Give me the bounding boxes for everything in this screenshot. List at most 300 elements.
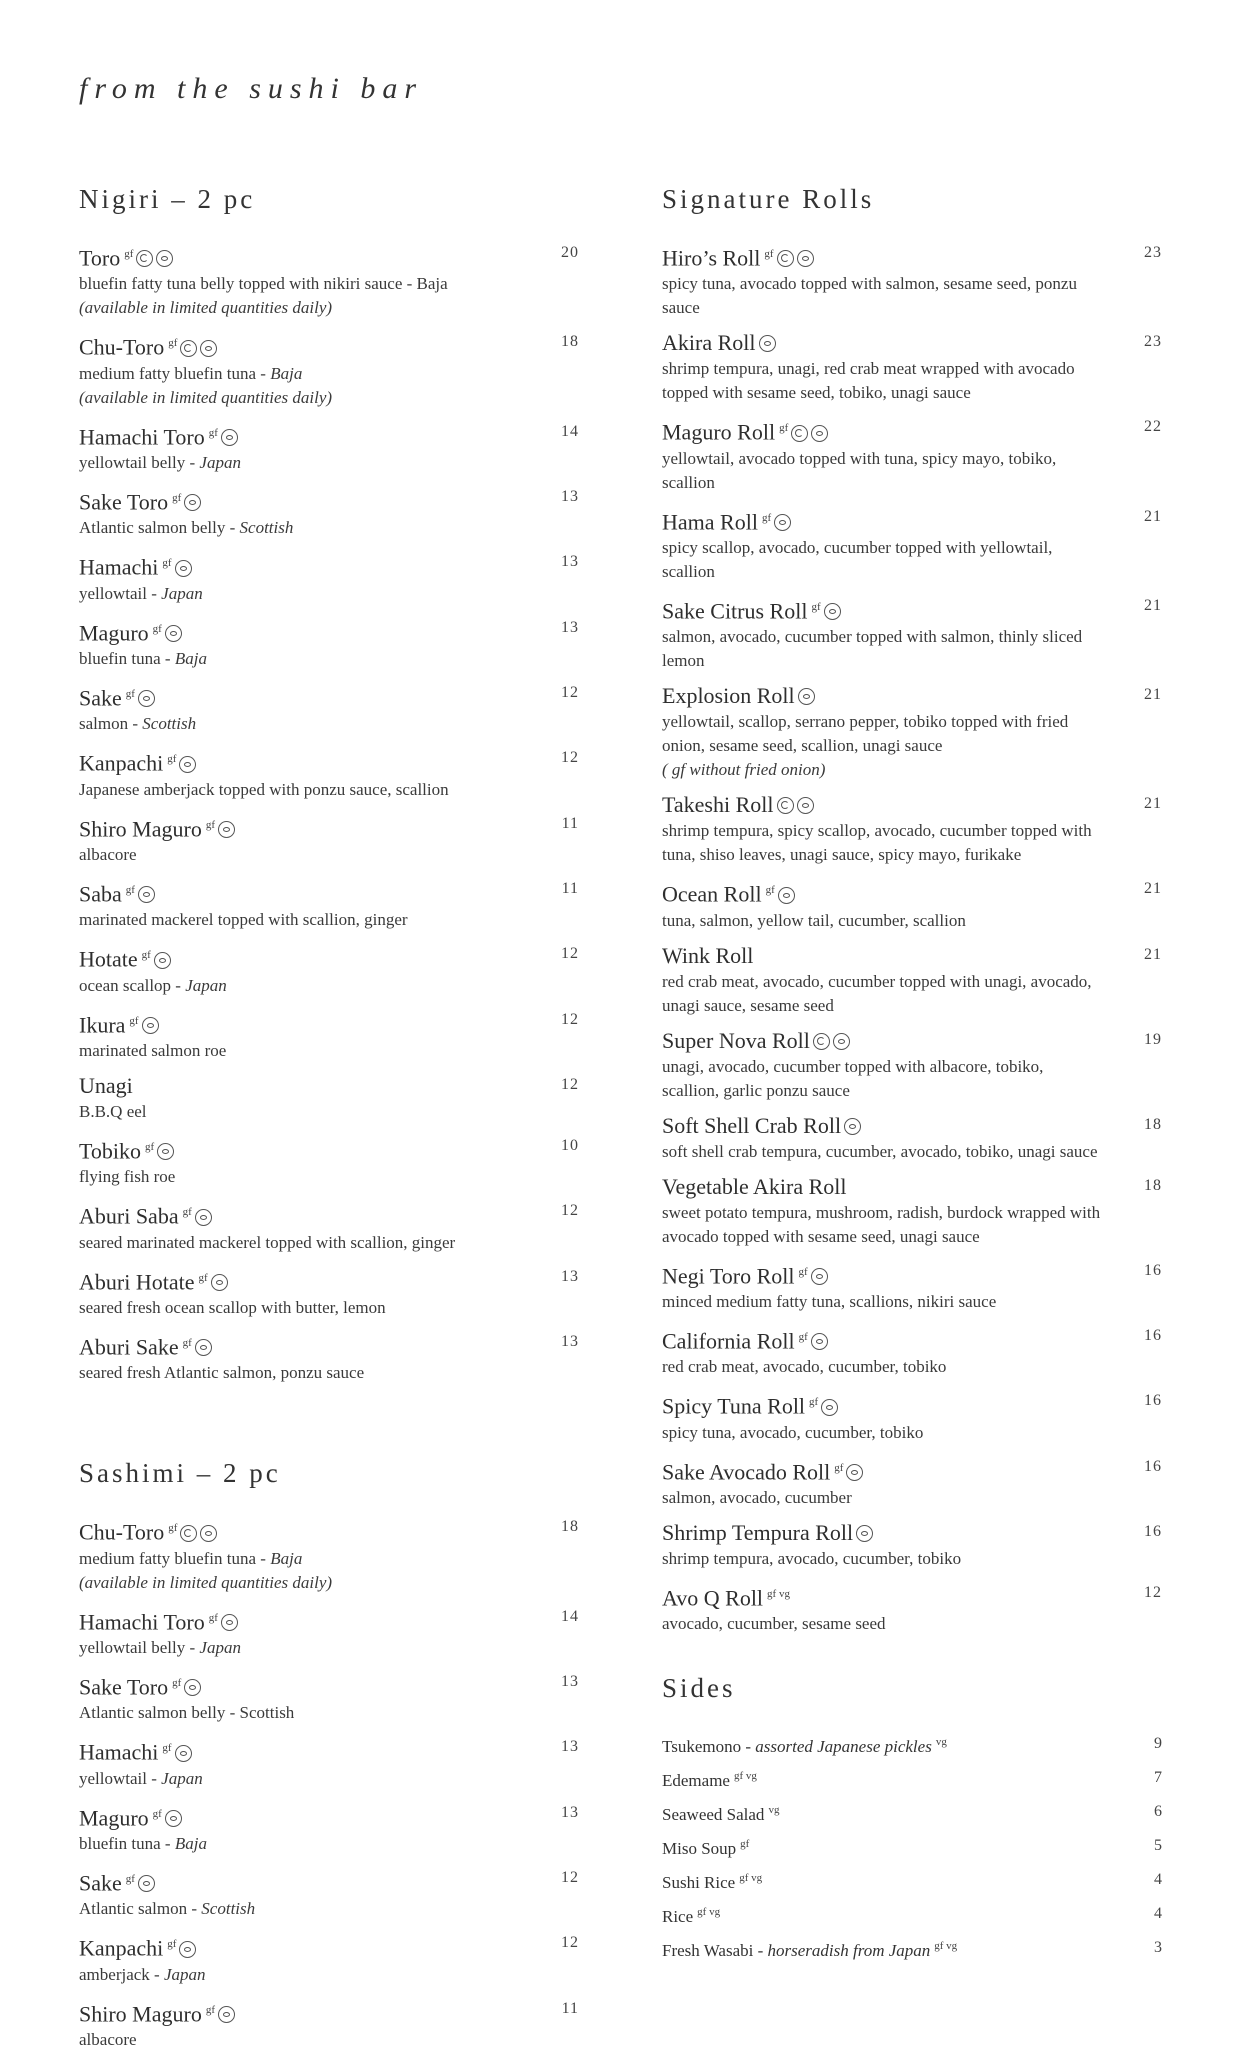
diet-tags: gf	[168, 337, 178, 350]
item-price: 14	[561, 422, 579, 440]
item-name: Shiro Maguro $^{gf}$	[79, 1996, 519, 2028]
raw-fish-icon	[811, 1268, 828, 1285]
diet-tags: gf	[765, 884, 775, 897]
item-price: 21	[1144, 507, 1162, 525]
item-origin: Japan	[163, 1964, 206, 1984]
side-item	[662, 1729, 1162, 1763]
item-price: 12	[561, 1202, 579, 1220]
raw-fish-icon	[221, 429, 238, 446]
side-item	[662, 1831, 1162, 1865]
item-description: yellowtail, avocado topped with tuna, spicy mayo, tobiko, scallion	[662, 448, 1057, 492]
item-price: 12	[561, 749, 579, 767]
raw-wave-icon	[180, 340, 197, 357]
item-origin: Japan	[199, 1637, 241, 1657]
diet-tags: gf	[779, 422, 789, 435]
page-title: from the sushi bar	[79, 72, 424, 105]
raw-fish-icon	[165, 625, 182, 642]
side-price: 4	[1154, 1905, 1162, 1923]
item-name: Wink Roll	[662, 942, 754, 968]
item-price: 13	[561, 1803, 579, 1821]
item-origin: Japan	[199, 452, 241, 472]
raw-wave-icon	[791, 425, 808, 442]
diet-tags: gf	[208, 1611, 218, 1624]
item-name: Toro $^{gf}$	[79, 240, 519, 272]
diet-tags: gf	[798, 1265, 808, 1278]
diet-tags: gf vg	[767, 1587, 790, 1600]
item-note: ( gf without fried onion)	[662, 760, 826, 780]
diet-tags: vg	[935, 1736, 947, 1749]
diet-tags: gf	[168, 1522, 178, 1535]
item-note: (available in limited quantities daily)	[79, 298, 333, 318]
raw-fish-icon	[156, 250, 173, 267]
side-price: 4	[1154, 1871, 1162, 1889]
item-price: 18	[561, 333, 579, 351]
menu-item	[79, 484, 579, 540]
item-name: Aburi Hotate $^{gf}$	[79, 1264, 519, 1296]
item-name: Hamachi Toro $^{gf}$	[79, 1604, 519, 1636]
item-description: seared fresh ocean scallop with butter, lemon	[79, 1297, 386, 1317]
raw-fish-icon	[142, 1017, 159, 1034]
menu-item	[79, 419, 579, 475]
item-name: Super Nova Roll	[662, 1027, 1102, 1055]
diet-tags: gf	[208, 426, 218, 439]
item-description: albacore	[79, 844, 137, 864]
raw-fish-icon	[824, 603, 841, 620]
menu-item	[79, 1604, 579, 1660]
item-price: 16	[1144, 1392, 1162, 1410]
item-price: 21	[1144, 945, 1162, 963]
side-price: 6	[1154, 1803, 1162, 1821]
item-price: 12	[561, 1868, 579, 1886]
item-price: 18	[561, 1518, 579, 1536]
raw-fish-icon	[798, 688, 815, 705]
diet-tags: gf vg	[934, 1940, 958, 1953]
item-price: 18	[1144, 1115, 1162, 1133]
item-description: soft shell crab tempura, cucumber, avocado, tobiko, unagi sauce	[662, 1141, 1098, 1161]
item-name: Shrimp Tempura Roll	[662, 1519, 1102, 1547]
item-description: seared marinated mackerel topped with scallion, ginger	[79, 1232, 456, 1252]
item-name: Spicy Tuna Roll $^{gf}$	[662, 1388, 1102, 1420]
raw-fish-icon	[138, 886, 155, 903]
item-description: bluefin fatty tuna belly topped with nikiri sauce - Baja (available in limited quantities daily)	[79, 272, 519, 320]
menu-item	[79, 329, 579, 409]
item-name: Hamachi $^{gf}$	[79, 549, 519, 581]
menu-item	[79, 941, 579, 997]
raw-fish-icon	[218, 2006, 235, 2023]
item-name: Akira Roll	[662, 329, 1102, 357]
menu-item	[662, 1388, 1162, 1444]
raw-fish-icon	[184, 1679, 201, 1696]
item-origin: Scottish	[239, 518, 294, 538]
item-description: medium fatty bluefin tuna - Baja (available in limited quantities daily)	[79, 362, 519, 410]
menu-item	[662, 240, 1162, 320]
diet-tags: gf	[182, 1336, 192, 1349]
raw-fish-icon	[138, 1875, 155, 1892]
diet-tags: gf	[167, 1938, 177, 1951]
item-description: albacore	[79, 2029, 137, 2049]
item-price: 12	[561, 1934, 579, 1952]
diet-tags: gf	[182, 1206, 192, 1219]
raw-fish-icon	[200, 340, 217, 357]
item-price: 13	[561, 1672, 579, 1690]
item-price: 12	[561, 945, 579, 963]
side-price: 9	[1154, 1735, 1162, 1753]
menu-item	[79, 1072, 579, 1124]
menu-item	[662, 1173, 1162, 1249]
menu-item	[79, 876, 579, 932]
menu-item	[79, 1514, 579, 1594]
diet-tags: gf	[205, 2003, 215, 2016]
item-description: B.B.Q eel	[79, 1101, 147, 1121]
raw-fish-icon	[821, 1399, 838, 1416]
item-note: (available in limited quantities daily)	[79, 1572, 333, 1592]
diet-tags: gf	[172, 1676, 182, 1689]
item-description: tuna, salmon, yellow tail, cucumber, scallion	[662, 910, 966, 930]
left-column	[79, 182, 579, 2061]
item-name: Avo Q Roll $^{gf vg}$	[662, 1585, 790, 1611]
raw-fish-icon	[759, 335, 776, 352]
side-item	[662, 1899, 1162, 1933]
nigiri-section-title: Nigiri – 2 pc	[79, 184, 256, 214]
raw-fish-icon	[844, 1118, 861, 1135]
item-price: 16	[1144, 1326, 1162, 1344]
menu-item	[79, 1133, 579, 1189]
item-name: Hamachi Toro $^{gf}$	[79, 419, 519, 451]
side-item	[662, 1865, 1162, 1899]
item-name: Chu-Toro $^{gf}$	[79, 329, 519, 361]
item-description: shrimp tempura, spicy scallop, avocado, cucumber topped with tuna, shiso leaves, unagi sauce, spicy mayo, furikake	[662, 821, 1092, 865]
menu-item	[79, 615, 579, 671]
item-description: salmon - Scottish	[79, 714, 197, 734]
diet-tags: gf	[125, 687, 135, 700]
item-name: Ikura $^{gf}$	[79, 1007, 519, 1039]
item-name: Vegetable Akira Roll	[662, 1173, 847, 1199]
raw-fish-icon	[774, 514, 791, 531]
item-name: Kanpachi $^{gf}$	[79, 745, 519, 777]
item-name: Maguro Roll $^{gf}$	[662, 414, 1102, 446]
item-description: amberjack - Japan	[79, 1964, 206, 1984]
item-price: 13	[561, 618, 579, 636]
menu-item	[79, 680, 579, 736]
item-description: Atlantic salmon - Scottish	[79, 1899, 256, 1919]
side-name: Tsukemono - assorted Japanese pickles $^{vg}$	[662, 1736, 947, 1756]
item-name: Takeshi Roll	[662, 791, 1102, 819]
diet-tags: gf	[205, 818, 215, 831]
raw-fish-icon	[157, 1143, 174, 1160]
item-name: Ocean Roll $^{gf}$	[662, 876, 1102, 908]
item-name: Hiro’s Roll $^{gf}$	[662, 240, 1102, 272]
menu-item	[662, 1027, 1162, 1103]
raw-fish-icon	[138, 690, 155, 707]
item-description: yellowtail belly - Japan	[79, 1637, 241, 1657]
item-price: 21	[1144, 686, 1162, 704]
raw-fish-icon	[811, 425, 828, 442]
item-name: Hotate $^{gf}$	[79, 941, 519, 973]
item-price: 11	[561, 1999, 579, 2017]
diet-tags: gf	[129, 1014, 139, 1027]
item-price: 13	[561, 553, 579, 571]
item-description: yellowtail - Japan	[79, 583, 203, 603]
menu-item	[662, 876, 1162, 932]
item-price: 10	[561, 1136, 579, 1154]
diet-tags: gf	[809, 1396, 819, 1409]
menu-item	[662, 791, 1162, 867]
side-item	[662, 1763, 1162, 1797]
item-price: 16	[1144, 1457, 1162, 1475]
item-price: 21	[1144, 795, 1162, 813]
raw-fish-icon	[154, 952, 171, 969]
menu-item	[79, 549, 579, 605]
menu-item	[79, 1669, 579, 1725]
diet-tags: gf	[162, 1742, 172, 1755]
menu-item	[79, 811, 579, 867]
right-column	[662, 182, 1162, 1967]
menu-item	[79, 1930, 579, 1986]
item-note: (available in limited quantities daily)	[79, 387, 333, 407]
sashimi-list	[79, 1514, 579, 2052]
item-price: 18	[1144, 1176, 1162, 1194]
raw-fish-icon	[179, 1941, 196, 1958]
item-name: Hama Roll $^{gf}$	[662, 504, 1102, 536]
item-description: spicy tuna, avocado topped with salmon, sesame seed, ponzu sauce	[662, 274, 1077, 318]
item-price: 13	[561, 1267, 579, 1285]
item-price: 12	[561, 683, 579, 701]
item-description: salmon, avocado, cucumber topped with salmon, thinly sliced lemon	[662, 627, 1083, 671]
raw-fish-icon	[811, 1333, 828, 1350]
item-price: 11	[561, 879, 579, 897]
raw-fish-icon	[221, 1614, 238, 1631]
diet-tags: gf vg	[733, 1770, 757, 1783]
item-description: spicy scallop, avocado, cucumber topped with yellowtail, scallion	[662, 537, 1053, 581]
diet-tags: gf	[798, 1330, 808, 1343]
item-description: flying fish roe	[79, 1167, 176, 1187]
item-price: 13	[561, 1332, 579, 1350]
menu-item	[662, 942, 1162, 1018]
diet-tags: gf	[834, 1461, 844, 1474]
menu-item	[662, 1323, 1162, 1379]
item-origin: Baja	[270, 1548, 303, 1568]
diet-tags: gf	[145, 1140, 155, 1153]
menu-item	[79, 1264, 579, 1320]
item-description: minced medium fatty tuna, scallions, nikiri sauce	[662, 1291, 997, 1311]
item-description: medium fatty bluefin tuna - Baja (available in limited quantities daily)	[79, 1547, 519, 1595]
item-price: 11	[561, 814, 579, 832]
item-description: unagi, avocado, cucumber topped with albacore, tobiko, scallion, garlic ponzu sauce	[662, 1056, 1044, 1100]
item-name: Sake $^{gf}$	[79, 680, 519, 712]
menu-item	[79, 1329, 579, 1385]
diet-tags: gf	[811, 600, 821, 613]
raw-fish-icon	[175, 1745, 192, 1762]
side-price: 5	[1154, 1837, 1162, 1855]
raw-fish-icon	[179, 756, 196, 773]
item-name: Tobiko $^{gf}$	[79, 1133, 519, 1165]
menu-item	[662, 504, 1162, 584]
diet-tags: gf	[124, 248, 134, 260]
item-price: 21	[1144, 596, 1162, 614]
sides-list	[662, 1729, 1162, 1967]
item-price: 12	[561, 1075, 579, 1093]
diet-tags: vg	[768, 1804, 780, 1817]
item-description: spicy tuna, avocado, cucumber, tobiko	[662, 1422, 924, 1442]
item-description: marinated salmon roe	[79, 1040, 227, 1060]
diet-tags: gf	[761, 511, 772, 524]
side-item	[662, 1797, 1162, 1831]
item-name: Sake Avocado Roll $^{gf}$	[662, 1454, 1102, 1486]
item-description: shrimp tempura, avocado, cucumber, tobiko	[662, 1548, 962, 1568]
side-item	[662, 1933, 1162, 1967]
raw-fish-icon	[797, 797, 814, 814]
item-name: Chu-Toro $^{gf}$	[79, 1514, 519, 1546]
item-description: yellowtail, scallop, serrano pepper, tobiko topped with fried onion, sesame seed, scallion, unagi sauce ( gf without fried onion)	[662, 710, 1102, 782]
menu-item	[662, 1258, 1162, 1314]
raw-fish-icon	[184, 494, 201, 511]
side-subtitle: horseradish from Japan	[767, 1940, 931, 1960]
raw-fish-icon	[856, 1525, 873, 1542]
item-name: Shiro Maguro $^{gf}$	[79, 811, 519, 843]
item-description: sweet potato tempura, mushroom, radish, burdock wrapped with avocado topped with sesame seed, unagi sauce	[662, 1202, 1101, 1246]
raw-fish-icon	[200, 1525, 217, 1542]
menu-item	[662, 1519, 1162, 1571]
side-price: 7	[1154, 1769, 1162, 1787]
menu-item	[79, 1007, 579, 1063]
raw-fish-icon	[778, 887, 795, 904]
raw-wave-icon	[813, 1033, 830, 1050]
side-name: Seaweed Salad $^{vg}$	[662, 1804, 780, 1824]
item-name: Sake Citrus Roll $^{gf}$	[662, 593, 1102, 625]
menu-item	[662, 682, 1162, 782]
raw-fish-icon	[218, 821, 235, 838]
item-description: salmon, avocado, cucumber	[662, 1487, 852, 1507]
diet-tags: gf	[167, 753, 177, 766]
menu-item	[662, 1112, 1162, 1164]
item-name: Kanpachi $^{gf}$	[79, 1930, 519, 1962]
side-name: Rice $^{gf vg}$	[662, 1906, 721, 1926]
menu-item	[662, 593, 1162, 673]
menu-item	[662, 414, 1162, 494]
diet-tags: gf	[162, 557, 172, 570]
menu-item	[79, 1198, 579, 1254]
item-name: Maguro $^{gf}$	[79, 1800, 519, 1832]
item-description: Atlantic salmon belly - Scottish	[79, 518, 294, 538]
menu-item	[662, 329, 1162, 405]
diet-tags: gf	[198, 1271, 208, 1284]
item-origin: Baja	[174, 648, 207, 668]
item-name: Maguro $^{gf}$	[79, 615, 519, 647]
diet-tags: gf vg	[697, 1906, 721, 1919]
raw-fish-icon	[175, 560, 192, 577]
menu-item	[79, 1996, 579, 2052]
diet-tags: gf	[141, 949, 151, 962]
raw-fish-icon	[211, 1274, 228, 1291]
raw-fish-icon	[195, 1209, 212, 1226]
item-origin: Scottish	[201, 1899, 256, 1919]
nigiri-list	[79, 240, 579, 1385]
item-name: Saba $^{gf}$	[79, 876, 519, 908]
diet-tags: gf	[764, 248, 774, 260]
item-name: Aburi Saba $^{gf}$	[79, 1198, 519, 1230]
side-name: Sushi Rice $^{gf vg}$	[662, 1872, 763, 1892]
raw-fish-icon	[797, 250, 814, 267]
item-description: avocado, cucumber, sesame seed	[662, 1614, 886, 1634]
diet-tags: gf	[152, 1807, 162, 1820]
raw-fish-icon	[833, 1033, 850, 1050]
item-description: bluefin tuna - Baja	[79, 1833, 207, 1853]
item-description: yellowtail - Japan	[79, 1768, 203, 1788]
signature-rolls-list	[662, 240, 1162, 1636]
item-description: bluefin tuna - Baja	[79, 648, 207, 668]
raw-wave-icon	[777, 797, 794, 814]
item-origin: Japan	[161, 1768, 203, 1788]
menu-item	[79, 1800, 579, 1856]
diet-tags: gf	[740, 1838, 750, 1851]
item-name: Sake $^{gf}$	[79, 1865, 519, 1897]
item-price: 22	[1144, 418, 1162, 436]
item-name: Sake Toro $^{gf}$	[79, 484, 519, 516]
raw-fish-icon	[165, 1810, 182, 1827]
item-name: Soft Shell Crab Roll	[662, 1112, 1102, 1140]
item-description: ocean scallop - Japan	[79, 975, 227, 995]
item-description: red crab meat, avocado, cucumber topped with unagi, avocado, unagi sauce, sesame seed	[662, 971, 1092, 1015]
item-description: shrimp tempura, unagi, red crab meat wrapped with avocado topped with sesame seed, tobiko, unagi sauce	[662, 359, 1075, 403]
item-description: Japanese amberjack topped with ponzu sauce, scallion	[79, 779, 449, 799]
item-description: marinated mackerel topped with scallion, ginger	[79, 910, 408, 930]
side-price: 3	[1154, 1939, 1162, 1957]
side-name: Edemame $^{gf vg}$	[662, 1770, 757, 1790]
item-name: Negi Toro Roll $^{gf}$	[662, 1258, 1102, 1290]
side-subtitle: assorted Japanese pickles	[755, 1736, 932, 1756]
diet-tags: gf vg	[739, 1872, 763, 1885]
raw-wave-icon	[136, 250, 153, 267]
item-description: red crab meat, avocado, cucumber, tobiko	[662, 1357, 947, 1377]
item-name: Hamachi $^{gf}$	[79, 1734, 519, 1766]
item-origin: Japan	[185, 975, 227, 995]
raw-fish-icon	[195, 1339, 212, 1356]
raw-wave-icon	[180, 1525, 197, 1542]
menu-item	[79, 1734, 579, 1790]
diet-tags: gf	[125, 1872, 135, 1885]
item-description: yellowtail belly - Japan	[79, 452, 241, 472]
menu-item	[79, 240, 579, 320]
item-price: 16	[1144, 1261, 1162, 1279]
item-price: 16	[1144, 1522, 1162, 1540]
item-price: 23	[1144, 244, 1162, 261]
signature-section-title: Signature Rolls	[662, 184, 875, 214]
menu-item	[79, 1865, 579, 1921]
item-name: Explosion Roll	[662, 682, 1102, 710]
item-price: 12	[561, 1010, 579, 1028]
item-name: Aburi Sake $^{gf}$	[79, 1329, 519, 1361]
item-price: 23	[1144, 333, 1162, 351]
item-origin: Scottish	[142, 714, 197, 734]
item-name: Unagi	[79, 1072, 133, 1098]
item-price: 21	[1144, 880, 1162, 898]
item-price: 19	[1144, 1030, 1162, 1048]
sides-section-title: Sides	[662, 1673, 736, 1704]
raw-wave-icon	[777, 250, 794, 267]
item-price: 20	[561, 244, 579, 261]
item-price: 12	[1144, 1583, 1162, 1601]
item-origin: Baja	[174, 1833, 207, 1853]
item-price: 13	[561, 487, 579, 505]
raw-fish-icon	[846, 1464, 863, 1481]
diet-tags: gf	[172, 491, 182, 504]
side-name: Fresh Wasabi - horseradish from Japan $^{gf vg}$	[662, 1940, 958, 1960]
item-origin: Baja	[270, 363, 303, 383]
item-price: 13	[561, 1738, 579, 1756]
diet-tags: gf	[152, 622, 162, 635]
item-description: seared fresh Atlantic salmon, ponzu sauce	[79, 1363, 365, 1383]
menu-item	[662, 1454, 1162, 1510]
